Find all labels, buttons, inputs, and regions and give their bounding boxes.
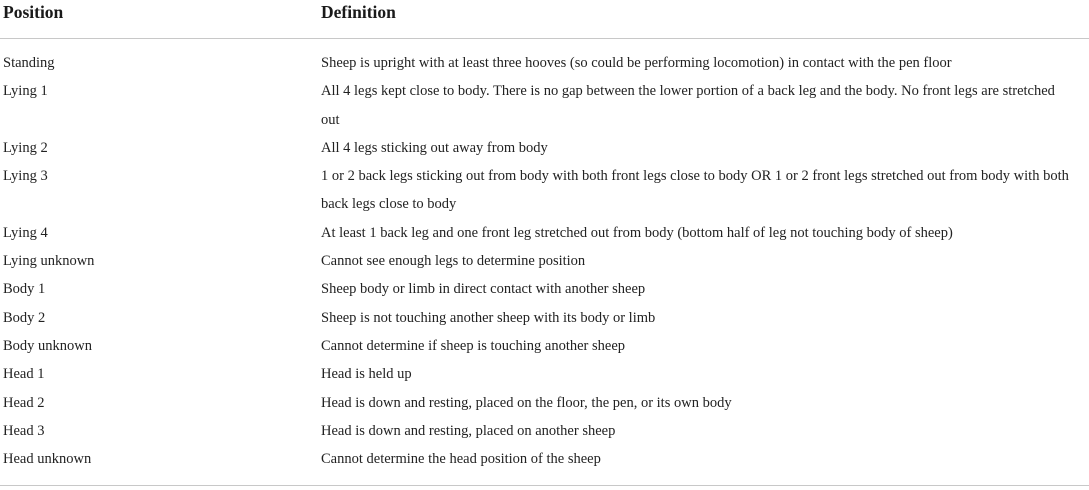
definition-cell: Sheep is upright with at least three hooves (so could be performing locomotion) in contact with the pen floor [321,55,952,71]
position-cell: Head unknown [3,451,92,468]
position-cell: Lying 2 [3,139,48,156]
table-row [0,445,1089,473]
table-row [0,219,1089,247]
table-row [0,162,1089,219]
table-header [0,0,1089,39]
table-row [0,304,1089,332]
definition-cell: Cannot determine the head position of the sheep [321,451,601,468]
table-row [0,417,1089,445]
table-row [0,389,1089,417]
header-definition: Definition [321,2,396,22]
position-cell: Lying 1 [3,83,48,100]
definition-cell: Sheep is not touching another sheep with its body or limb [321,309,656,326]
position-cell: Lying 4 [3,224,48,241]
definition-cell: Head is held up [321,366,412,383]
table-row [0,77,1089,134]
definition-cell: At least 1 back leg and one front leg stretched out from body (bottom half of leg not touching body of sheep) [321,224,953,241]
position-cell: Head 3 [3,422,45,439]
definition-cell: Head is down and resting, placed on the floor, the pen, or its own body [321,394,732,411]
position-cell: Body 1 [3,281,46,298]
header-position: Position [3,2,64,22]
table-body [0,49,1089,473]
position-cell: Head 2 [3,394,45,411]
position-cell: Standing [3,55,55,71]
table-bottom-rule [0,485,1089,486]
position-cell: Body unknown [3,337,93,354]
definition-cell: Cannot see enough legs to determine position [321,253,586,270]
position-cell: Lying 3 [3,168,48,185]
table-row [0,360,1089,388]
table-row [0,275,1089,303]
definition-cell: All 4 legs sticking out away from body [321,139,548,156]
position-cell: Lying unknown [3,253,95,270]
position-cell: Head 1 [3,366,45,383]
definition-cell: Sheep body or limb in direct contact with another sheep [321,281,646,298]
definition-cell: Cannot determine if sheep is touching another sheep [321,337,626,354]
table-row [0,332,1089,360]
definition-cell: 1 or 2 back legs sticking out from body with both front legs close to body OR 1 or 2 front legs stretched out from body with both back legs close to body [321,168,1069,213]
definition-cell: Head is down and resting, placed on another sheep [321,422,616,439]
table-row [0,49,1089,77]
table-row [0,247,1089,275]
table-row [0,134,1089,162]
position-cell: Body 2 [3,309,46,326]
definition-cell: All 4 legs kept close to body. There is no gap between the lower portion of a back leg and the body. No front legs are stretched out [321,83,1055,128]
